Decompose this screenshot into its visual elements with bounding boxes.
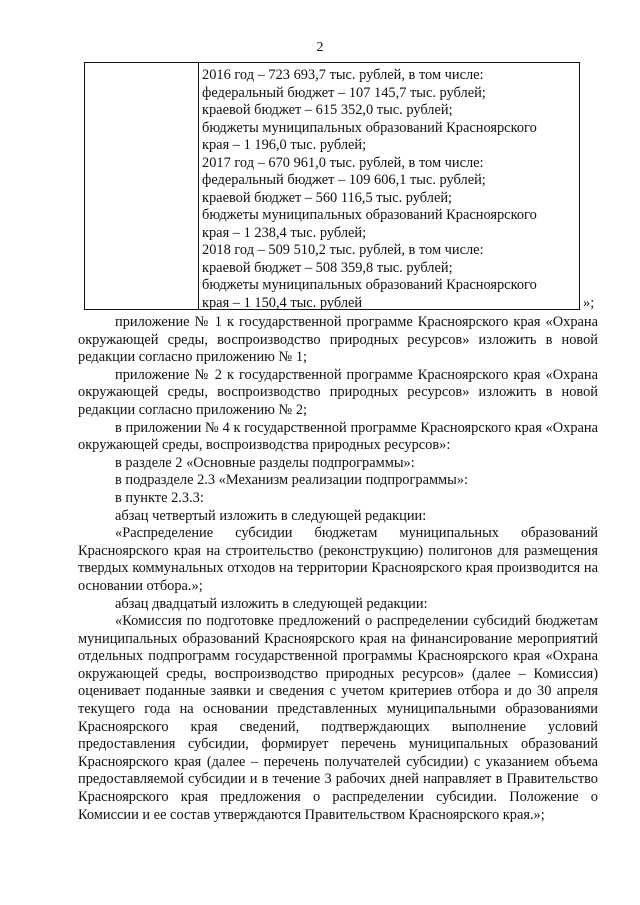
funding-line: краевой бюджет – 560 116,5 тыс. рублей; [202, 189, 453, 206]
table-closing-quote: »; [583, 295, 595, 311]
paragraph: приложение № 1 к государственной программе Красноярского края «Охрана окружающей среды, воспроизводство природных ресурсов» изложить в новой редакции согласно приложению № 1; [78, 314, 598, 366]
paragraph: «Распределение субсидии бюджетам муниципальных образований Красноярского края на строительство (реконструкцию) полигонов для размещения твердых коммунальных отходов на территории Красноярского края производится на основании отбора.»; [78, 525, 598, 594]
table-column-divider [198, 63, 199, 309]
funding-line: краевой бюджет – 615 352,0 тыс. рублей; [202, 102, 453, 118]
page-number: 2 [316, 40, 324, 55]
funding-line: края – 1 150,4 тыс. рублей [202, 294, 363, 311]
paragraph: «Комиссия по подготовке предложений о распределении субсидий бюджетам муниципальных образований Красноярского края на финансирование мероприятий отдельных подпрограмм государственной программы Красноярского края «Охрана окружающей среды, воспроизводство природных ресурсов» (далее – Комиссия) оценивает поданные заявки и сведения с учетом критериев отбора и до 30 апреля текущего года на основании представленных муниципальными образованиями Красноярского края сведений, подтверждающих выполнение условий предоставления субсидии, формирует перечень муниципальных образований Красноярского края (далее – перечень получателей субсидии) с указанием объема предоставляемой субсидии и в течение 3 рабочих дней направляет в Правительство Красноярского края предложения о распределении субсидии. Положение о Комиссии и ее состав утверждаются Правительством Красноярского края.»; [78, 613, 598, 823]
funding-line: края – 1 238,4 тыс. рублей; [202, 224, 367, 241]
funding-line: краевой бюджет – 508 359,8 тыс. рублей; [202, 259, 453, 276]
funding-line: бюджеты муниципальных образований Красноярского [202, 277, 537, 293]
funding-table [84, 62, 580, 310]
paragraph: в пункте 2.3.3: [115, 489, 204, 506]
funding-cell [202, 67, 575, 312]
paragraph: приложение № 2 к государственной программе Красноярского края «Охрана окружающей среды, воспроизводство природных ресурсов» изложить в новой редакции согласно приложению № 2; [78, 366, 598, 418]
funding-line: края – 1 196,0 тыс. рублей; [202, 137, 367, 153]
paragraph: в разделе 2 «Основные разделы подпрограммы»: [115, 454, 415, 471]
paragraph: абзац четвертый изложить в следующей редакции: [115, 507, 427, 524]
document-body [78, 314, 598, 824]
funding-line: федеральный бюджет – 109 606,1 тыс. рублей; [202, 172, 486, 188]
funding-line: бюджеты муниципальных образований Красноярского [202, 119, 537, 136]
funding-line: 2018 год – 509 510,2 тыс. рублей, в том числе: [202, 242, 484, 258]
funding-line: федеральный бюджет – 107 145,7 тыс. рублей; [202, 84, 486, 101]
funding-line: 2016 год – 723 693,7 тыс. рублей, в том числе: [202, 67, 484, 83]
paragraph: в подразделе 2.3 «Механизм реализации подпрограммы»: [115, 472, 469, 489]
paragraph: в приложении № 4 к государственной программе Красноярского края «Охрана окружающей среды, воспроизводства природных ресурсов»: [78, 419, 598, 454]
funding-line: бюджеты муниципальных образований Красноярского [202, 207, 537, 223]
funding-line: 2017 год – 670 961,0 тыс. рублей, в том числе: [202, 154, 484, 171]
paragraph: абзац двадцатый изложить в следующей редакции: [115, 595, 428, 612]
